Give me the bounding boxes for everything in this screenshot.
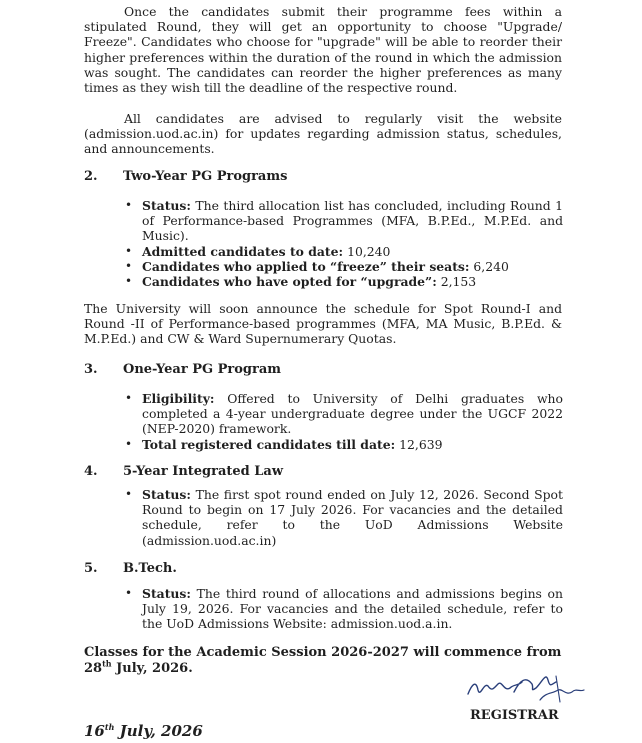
section-2-list: [123, 198, 563, 289]
status-text: The third allocation list has concluded, including Round 1 of Performance-based Programmes (MFA, B.P.Ed., M.P.Ed. and Music).: [142, 198, 563, 244]
list-item: [123, 586, 563, 632]
section-5-list: [123, 586, 563, 632]
registrar-title: REGISTRAR: [470, 708, 559, 723]
notice-text: Classes for the Academic Session 2026-2027 will commence from 28: [84, 645, 562, 676]
bullet-icon: •: [125, 391, 133, 405]
eligibility-label: Eligibility:: [142, 391, 215, 406]
document-date: [84, 722, 203, 740]
list-item: [123, 198, 563, 244]
section-3-list: [123, 391, 563, 452]
bullet-icon: •: [125, 258, 133, 273]
list-item: [123, 259, 563, 274]
status-label: Status:: [142, 586, 191, 601]
status-text: The third round of allocations and admissions begins on July 19, 2026. For vacancies and the detailed schedule, refer to the UoD Admissions Website: admission.uod.a.in.: [142, 586, 563, 632]
section-3-title: One-Year PG Program: [123, 362, 282, 377]
admitted-label: Admitted candidates to date:: [142, 243, 344, 259]
section-4-list: [123, 487, 563, 548]
bullet-icon: •: [125, 487, 133, 501]
eligibility-text: Offered to University of Delhi graduates who completed a 4-year undergraduate degree under the UGCF 2022 (NEP-2020) framework.: [142, 391, 563, 437]
status-label: Status:: [142, 487, 191, 502]
status-label: Status:: [142, 198, 191, 213]
upgrade-value: 2,153: [436, 274, 477, 290]
bullet-icon: •: [125, 436, 133, 451]
freeze-label: Candidates who applied to “freeze” their seats:: [142, 258, 470, 274]
list-item: [123, 487, 563, 548]
bullet-icon: •: [125, 243, 133, 258]
section-4-number: 4.: [84, 464, 98, 479]
intro-paragraph-upgrade-freeze: Once the candidates submit their programme fees within a stipulated Round, they will get an opportunity to choose "Upgrade/ Freeze". Candidates who choose for "upgrade" will be able to reorder their higher preferences within the duration of the round in which the admission was sought. The candidates can reorder the higher preferences as many times as they wish till the deadline of the respective round.: [84, 4, 562, 96]
section-2-title: Two-Year PG Programs: [123, 169, 288, 184]
date-ordinal: th: [104, 722, 115, 732]
section-2-number: 2.: [84, 169, 98, 184]
status-text: The first spot round ended on July 12, 2026. Second Spot Round to begin on 17 July 2026. For vacancies and the detailed schedule, refer to the UoD Admissions Website (admission.uod.ac.in): [142, 487, 563, 548]
list-item: [123, 437, 563, 452]
freeze-value: 6,240: [469, 258, 509, 274]
total-registered-value: 12,639: [395, 436, 443, 452]
section-2-note: The University will soon announce the schedule for Spot Round-I and Round -II of Performance-based programmes (MFA, MA Music, B.P.Ed. & M.P.Ed.) and CW & Ward Supernumerary Quotas.: [84, 301, 562, 347]
admitted-value: 10,240: [343, 243, 391, 259]
section-4-title: 5-Year Integrated Law: [123, 464, 284, 479]
notice-text-end: July, 2026.: [111, 661, 193, 676]
intro-paragraph-website-advice: All candidates are advised to regularly visit the website (admission.uod.ac.in) for updates regarding admission status, schedules, and announcements.: [84, 111, 562, 157]
date-rest: July, 2026: [114, 722, 203, 740]
date-day: 16: [84, 722, 105, 740]
bullet-icon: •: [125, 586, 133, 600]
total-registered-label: Total registered candidates till date:: [142, 436, 396, 452]
list-item: [123, 391, 563, 437]
registrar-signature: [462, 662, 592, 706]
notice-ordinal: th: [102, 658, 112, 669]
bullet-icon: •: [125, 198, 133, 212]
bullet-icon: •: [125, 274, 133, 289]
list-item: [123, 274, 563, 289]
section-5-number: 5.: [84, 561, 98, 576]
list-item: [123, 244, 563, 259]
section-3-number: 3.: [84, 362, 98, 377]
section-5-title: B.Tech.: [123, 561, 177, 576]
upgrade-label: Candidates who have opted for “upgrade”:: [142, 274, 437, 290]
